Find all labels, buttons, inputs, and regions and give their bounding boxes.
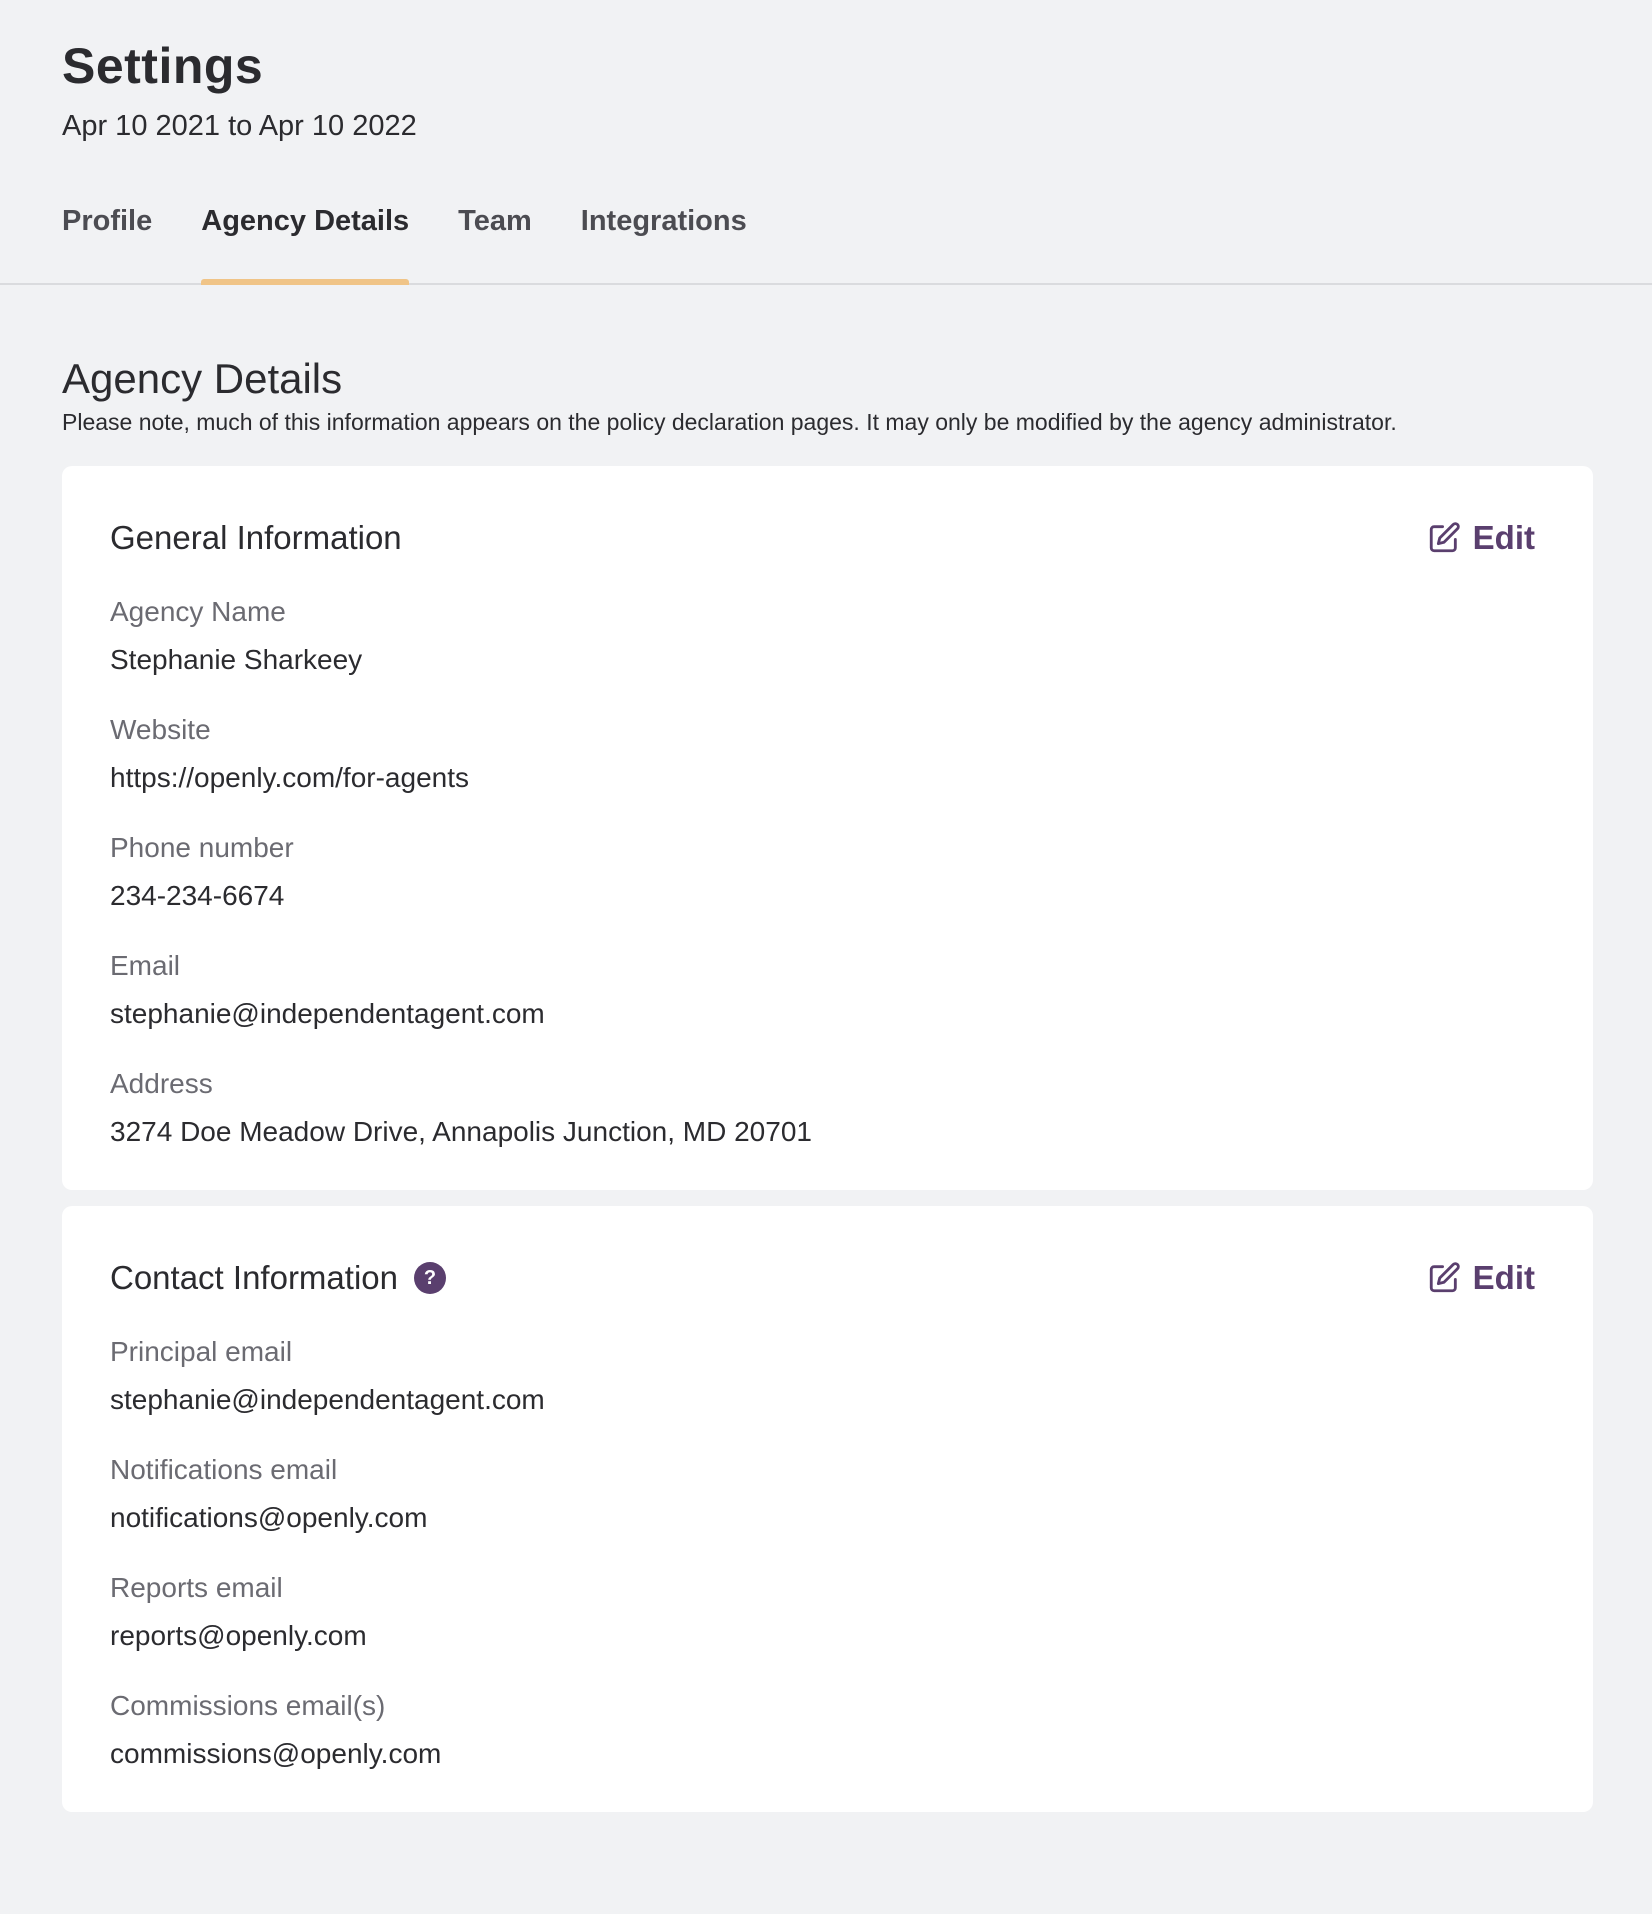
field-value: Stephanie Sharkeey — [110, 644, 363, 675]
general-information-card — [62, 466, 1593, 1190]
edit-general-button[interactable] — [1427, 519, 1535, 557]
page-title: Settings — [62, 38, 264, 94]
pencil-square-icon — [1427, 521, 1461, 555]
field-value: notifications@openly.com — [110, 1502, 428, 1533]
page-header — [0, 0, 1652, 143]
card-title — [110, 1259, 446, 1297]
settings-tabs — [0, 205, 1652, 285]
field-phone-number — [110, 830, 1535, 914]
field-value: commissions@openly.com — [110, 1738, 442, 1769]
tab-agency-details[interactable]: Agency Details — [201, 205, 409, 283]
field-value: https://openly.com/for-agents — [110, 762, 469, 793]
field-commissions-email — [110, 1688, 1535, 1772]
field-value: stephanie@independentagent.com — [110, 1384, 545, 1415]
field-label: Commissions email(s) — [110, 1690, 386, 1721]
tab-integrations[interactable]: Integrations — [580, 205, 747, 237]
field-label: Notifications email — [110, 1454, 338, 1485]
section-note: Please note, much of this information appears on the policy declaration pages. It may only be modified by the agency administrator. — [62, 409, 1397, 435]
field-label: Address — [110, 1068, 213, 1099]
pencil-square-icon — [1427, 1261, 1461, 1295]
field-value: 234-234-6674 — [110, 880, 285, 911]
edit-label: Edit — [1472, 1259, 1535, 1296]
card-title — [110, 519, 402, 557]
question-circle-icon[interactable]: ? — [414, 1262, 446, 1294]
field-label: Agency Name — [110, 596, 286, 627]
card-header — [110, 516, 1535, 560]
agency-details-section — [0, 353, 1652, 1812]
card-header — [110, 1256, 1535, 1300]
field-label: Website — [110, 714, 211, 745]
field-value: 3274 Doe Meadow Drive, Annapolis Junction, MD 20701 — [110, 1116, 812, 1147]
field-value: reports@openly.com — [110, 1620, 367, 1651]
contact-information-card — [62, 1206, 1593, 1812]
field-label: Phone number — [110, 832, 294, 863]
field-label: Principal email — [110, 1336, 293, 1367]
field-address — [110, 1066, 1535, 1150]
field-notifications-email — [110, 1452, 1535, 1536]
field-email — [110, 948, 1535, 1032]
section-title: Agency Details — [62, 355, 343, 402]
tab-profile[interactable]: Profile — [62, 205, 153, 237]
card-title-text: Contact Information — [110, 1259, 398, 1296]
tab-team[interactable]: Team — [458, 205, 532, 237]
date-range: Apr 10 2021 to Apr 10 2022 — [62, 110, 417, 142]
card-title-text: General Information — [110, 519, 402, 556]
field-reports-email — [110, 1570, 1535, 1654]
edit-label: Edit — [1472, 519, 1535, 556]
field-website — [110, 712, 1535, 796]
field-label: Reports email — [110, 1572, 283, 1603]
field-label: Email — [110, 950, 181, 981]
field-agency-name — [110, 594, 1535, 678]
field-principal-email — [110, 1334, 1535, 1418]
edit-contact-button[interactable] — [1427, 1259, 1535, 1297]
field-value: stephanie@independentagent.com — [110, 998, 545, 1029]
